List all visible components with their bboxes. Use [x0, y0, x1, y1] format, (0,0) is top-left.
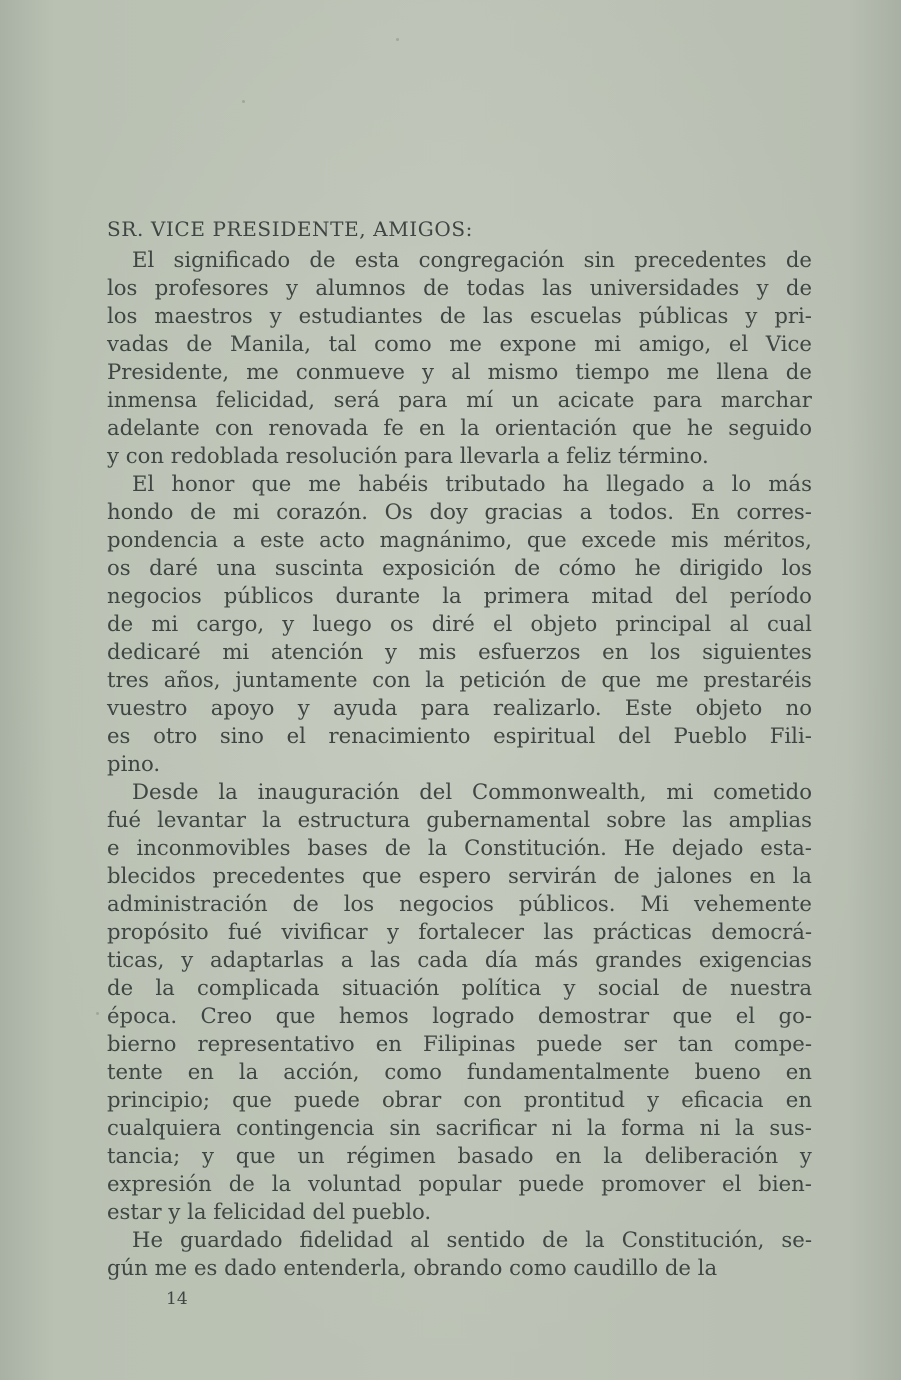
- text-line: época. Creo que hemos logrado demostrar que el go-: [107, 1003, 812, 1028]
- paper-speck: [96, 1012, 99, 1015]
- text-line: inmensa felicidad, será para mí un acicate para marchar: [107, 387, 812, 412]
- text-line: bierno representativo en Filipinas puede ser tan compe-: [107, 1031, 812, 1056]
- text-line: principio; que puede obrar con prontitud y eficacia en: [107, 1087, 812, 1112]
- text-line: negocios públicos durante la primera mitad del período: [107, 583, 812, 608]
- text-line: es otro sino el renacimiento espiritual del Pueblo Fili-: [107, 723, 812, 748]
- text-line: pino.: [107, 751, 161, 776]
- text-line: ticas, y adaptarlas a las cada día más grandes exigencias: [107, 947, 812, 972]
- paragraph: [107, 246, 812, 470]
- text-line: vadas de Manila, tal como me expone mi amigo, el Vice: [107, 331, 812, 356]
- text-line: de mi cargo, y luego os diré el objeto principal al cual: [107, 611, 812, 636]
- text-line: dedicaré mi atención y mis esfuerzos en los siguientes: [107, 639, 812, 664]
- paper-speck: [396, 38, 399, 41]
- text-line: expresión de la voluntad popular puede promover el bien-: [107, 1171, 812, 1196]
- paper-speck: [242, 100, 245, 103]
- text-line: cualquiera contingencia sin sacrificar ni la forma ni la sus-: [107, 1115, 812, 1140]
- text-line: fué levantar la estructura gubernamental sobre las amplias: [107, 807, 812, 832]
- text-line: los maestros y estudiantes de las escuelas públicas y pri-: [107, 303, 812, 328]
- paragraph: [107, 1226, 812, 1282]
- text-line: El honor que me habéis tributado ha llegado a lo más: [132, 471, 812, 496]
- text-line: estar y la felicidad del pueblo.: [107, 1199, 432, 1224]
- text-line: blecidos precedentes que espero servirán de jalones en la: [107, 863, 812, 888]
- text-line: y con redoblada resolución para llevarla a feliz término.: [107, 443, 709, 468]
- text-line: e inconmovibles bases de la Constitución. He dejado esta-: [107, 835, 812, 860]
- text-line: Presidente, me conmueve y al mismo tiempo me llena de: [107, 359, 812, 384]
- text-line: He guardado fidelidad al sentido de la Constitución, se-: [132, 1227, 812, 1252]
- paragraph: [107, 470, 812, 778]
- text-line: tres años, juntamente con la petición de que me prestaréis: [107, 667, 812, 692]
- text-line: os daré una suscinta exposición de cómo he dirigido los: [107, 555, 812, 580]
- text-line: los profesores y alumnos de todas las universidades y de: [107, 275, 812, 300]
- body-text: [107, 213, 812, 1282]
- page-number: 14: [166, 1289, 188, 1309]
- text-line: administración de los negocios públicos. Mi vehemente: [107, 891, 812, 916]
- text-line: tancia; y que un régimen basado en la deliberación y: [107, 1143, 812, 1168]
- text-line: de la complicada situación política y social de nuestra: [107, 975, 812, 1000]
- salutation: SR. VICE PRESIDENTE, AMIGOS:: [107, 217, 474, 241]
- text-line: Desde la inauguración del Commonwealth, mi cometido: [132, 779, 812, 804]
- paragraph: [107, 778, 812, 1226]
- text-line: pondencia a este acto magnánimo, que excede mis méritos,: [107, 527, 812, 552]
- text-line: El significado de esta congregación sin precedentes de: [132, 247, 812, 272]
- text-line: hondo de mi corazón. Os doy gracias a todos. En corres-: [107, 499, 812, 524]
- text-line: gún me es dado entenderla, obrando como caudillo de la: [107, 1255, 718, 1280]
- text-line: adelante con renovada fe en la orientación que he seguido: [107, 415, 812, 440]
- paragraphs: [107, 246, 812, 1282]
- text-line: tente en la acción, como fundamentalmente bueno en: [107, 1059, 812, 1084]
- text-line: propósito fué vivificar y fortalecer las prácticas democrá-: [107, 919, 812, 944]
- text-line: vuestro apoyo y ayuda para realizarlo. Este objeto no: [107, 695, 812, 720]
